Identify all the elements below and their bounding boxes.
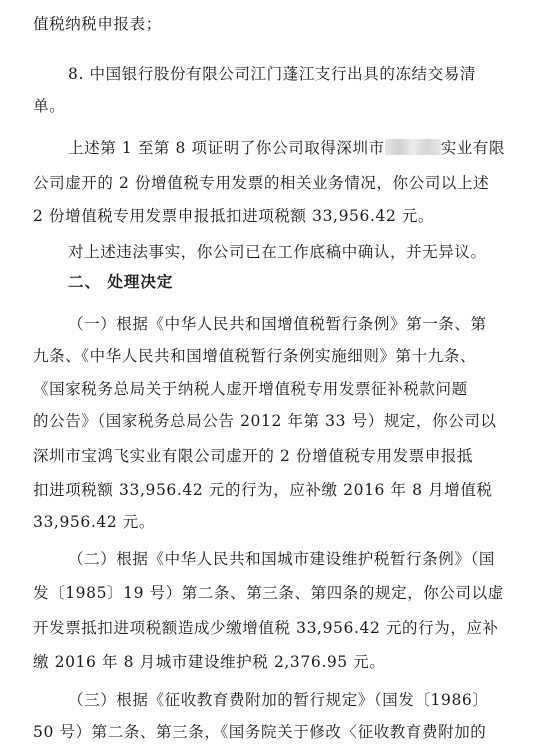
text-line-14: 扣进项税额 33,956.42 元的行为，应补缴 2016 年 8 月增值税 [33,481,493,499]
text-line-10: 九条、《中华人民共和国增值税暂行条例实施细则》第十九条、 [33,347,477,365]
text-line-3: 单。 [33,97,66,115]
text-line-2: 8. 中国银行股份有限公司江门蓬江支行出具的冻结交易清 [68,65,476,83]
text-line-15: 33,956.42 元。 [33,513,156,531]
text-line-13: 深圳市宝鸿飞实业有限公司虚开的 2 份增值税专用发票申报抵 [33,447,474,465]
text-line-6: 2 份增值税专用发票申报抵扣进项税额 33,956.42 元。 [33,207,435,225]
text-line-9: （一）根据《中华人民共和国增值税暂行条例》第一条、第 [68,315,487,333]
text-line-16: （二）根据《中华人民共和国城市建设维护税暂行条例》（国 [68,550,495,568]
text-segment-after-redaction: 实业有限 [440,139,506,157]
text-line-11: 《国家税务总局关于纳税人虚开增值税专用发票征补税款问题 [33,380,468,398]
section-heading: 二、 处理决定 [68,273,174,291]
text-segment-before-redaction: 上述第 1 至第 8 项证明了你公司取得深圳市 [68,139,385,157]
text-line-19: 缴 2016 年 8 月城市建设维护税 2,376.95 元。 [33,653,386,671]
text-line-21: 50 号）第二条、第三条，《国务院关于修改〈征收教育费附加的 [33,723,487,741]
text-line-20: （三）根据《征收教育费附加的暂行规定》（国发〔1986〕 [68,691,489,709]
redacted-region [385,139,441,155]
text-line-12: 的公告》（国家税务总局公告 2012 年第 33 号）规定，你公司以 [33,412,497,430]
text-line-1: 值税纳税申报表； [33,15,162,33]
text-line-18: 开发票抵扣进项税额造成少缴增值税 33,956.42 元的行为，应补 [33,619,499,637]
text-line-7: 对上述违法事实，你公司已在工作底稿中确认，并无异议。 [68,243,487,261]
text-line-4 [68,138,505,158]
text-line-5: 公司虚开的 2 份增值税专用发票的相关业务情况，你公司以上述 [33,174,490,192]
text-line-17: 发〔1985〕19 号）第二条、第三条、第四条的规定，你公司以虚 [33,584,504,602]
